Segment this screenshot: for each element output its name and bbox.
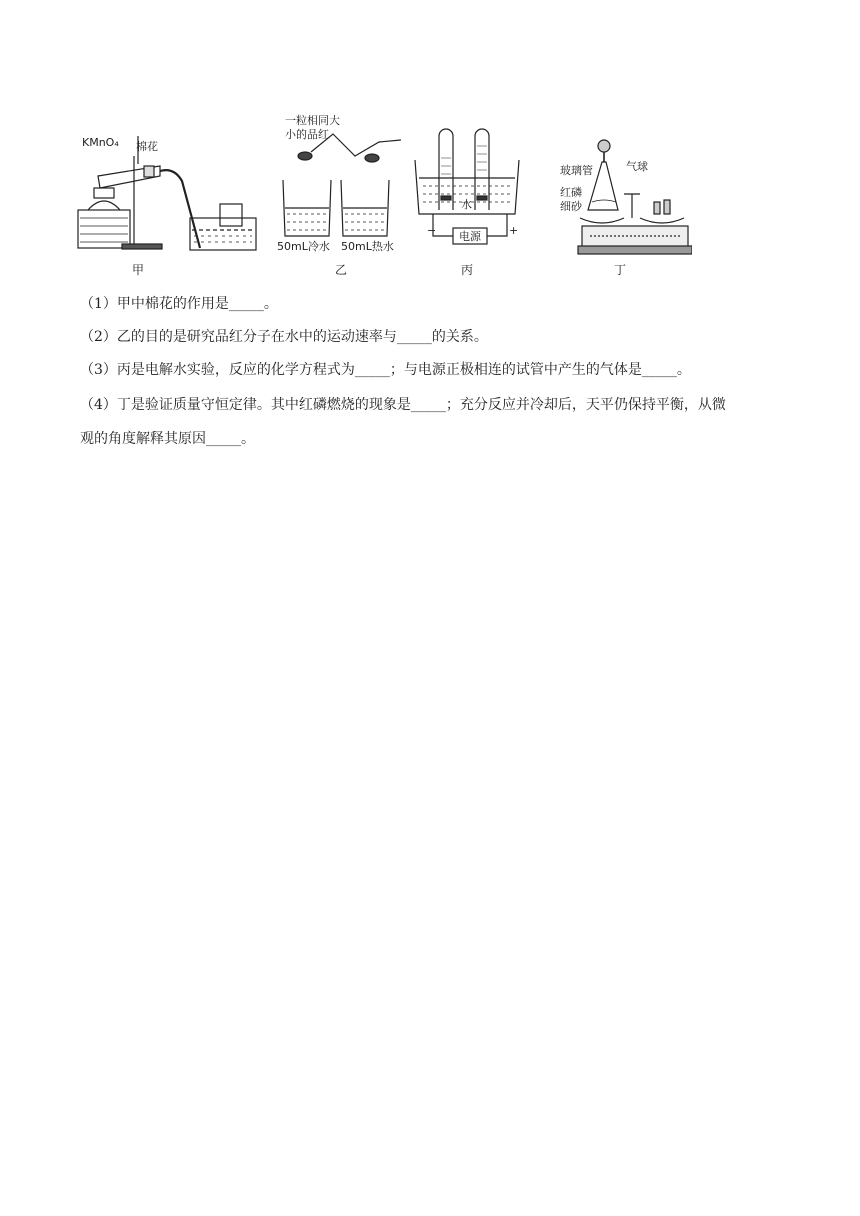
balloon-label: 气球	[626, 160, 648, 173]
cotton-label: 棉花	[136, 140, 158, 153]
question-4: （4）丁是验证质量守恒定律。其中红磷燃烧的现象是_____；充分反应并冷却后，天平仍保持平衡，从微	[80, 397, 726, 413]
power-supply-label: 电源	[459, 230, 481, 243]
negative-terminal-label: −	[427, 224, 437, 237]
glass-tube-label: 玻璃管	[560, 164, 593, 177]
question-3: （3）丙是电解水实验，反应的化学方程式为_____；与电源正极相连的试管中产生的气体是_____。	[80, 362, 691, 378]
question-4-continuation: 观的角度解释其原因_____。	[80, 431, 255, 447]
figure-ding-caption: 丁	[614, 263, 627, 277]
figure-yi	[275, 114, 410, 280]
figure-jia	[70, 118, 270, 280]
red-phosphorus-label: 红磷	[560, 186, 582, 199]
figure-jia-caption: 甲	[132, 263, 145, 277]
experiment-figures	[70, 114, 648, 280]
figure-ding	[532, 118, 692, 280]
positive-terminal-label: +	[509, 224, 519, 237]
dye-label-line1: 一粒相同大	[285, 114, 340, 127]
water-label: 水	[461, 198, 472, 211]
hot-water-label: 50mL热水	[341, 240, 394, 253]
fine-sand-label: 细砂	[560, 200, 582, 213]
question-1: （1）甲中棉花的作用是_____。	[80, 296, 278, 312]
figure-yi-caption: 乙	[335, 263, 348, 277]
cold-water-label: 50mL冷水	[277, 240, 330, 253]
mass-conservation-balance-drawing	[532, 118, 692, 280]
figure-bing	[413, 118, 523, 280]
question-2: （2）乙的目的是研究品红分子在水中的运动速率与_____的关系。	[80, 329, 488, 345]
figure-bing-caption: 丙	[461, 263, 474, 277]
dye-label-line2: 小的品红	[285, 128, 329, 141]
kmno4-label: KMnO₄	[82, 136, 119, 149]
diffusion-beakers-drawing	[275, 118, 410, 280]
